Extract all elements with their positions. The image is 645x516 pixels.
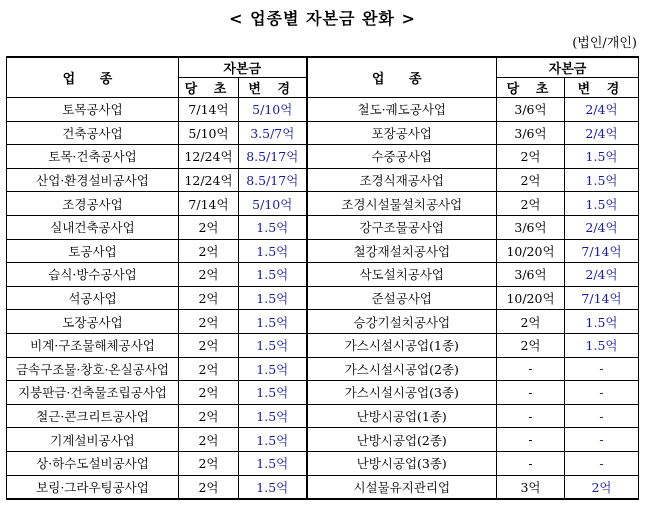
industry-header-right: 업 종	[307, 57, 497, 98]
capital-after-right: 2/4억	[565, 98, 639, 122]
industry-name-right: 수중공사업	[307, 145, 497, 169]
capital-before-right: -	[497, 428, 565, 452]
capital-before-right: 2억	[497, 168, 565, 192]
table-row	[7, 121, 639, 145]
before-header-left: 당 초	[179, 78, 239, 98]
capital-before-right: -	[497, 451, 565, 475]
industry-name-left: 석공사업	[7, 286, 179, 310]
capital-before-left: 5/10억	[179, 121, 239, 145]
capital-before-right: -	[497, 404, 565, 428]
industry-name-left: 실내건축공사업	[7, 215, 179, 239]
capital-after-right: 2/4억	[565, 215, 639, 239]
industry-name-left: 보링·그라우팅공사업	[7, 475, 179, 499]
industry-name-left: 비계·구조물해체공사업	[7, 333, 179, 357]
capital-after-left: 1.5억	[239, 310, 307, 334]
capital-before-right: 3/6억	[497, 263, 565, 287]
table-row	[7, 404, 639, 428]
industry-name-right: 철강재설치공사업	[307, 239, 497, 263]
after-header-right: 변 경	[565, 78, 639, 98]
capital-after-right: -	[565, 381, 639, 405]
industry-name-left: 산업·환경설비공사업	[7, 168, 179, 192]
capital-before-left: 2억	[179, 428, 239, 452]
capital-after-right: -	[565, 404, 639, 428]
capital-before-right: 10/20억	[497, 286, 565, 310]
industry-name-right: 승강기설치공사업	[307, 310, 497, 334]
industry-name-right: 시설물유지관리업	[307, 475, 497, 499]
industry-header-left: 업 종	[7, 57, 179, 98]
table-row	[7, 310, 639, 334]
capital-after-left: 1.5억	[239, 215, 307, 239]
industry-name-right: 삭도설치공사업	[307, 263, 497, 287]
table-row	[7, 333, 639, 357]
table-row	[7, 145, 639, 169]
table-row	[7, 451, 639, 475]
industry-name-right: 난방시공업(3종)	[307, 451, 497, 475]
capital-after-right: 1.5억	[565, 333, 639, 357]
capital-after-right: 1.5억	[565, 145, 639, 169]
industry-name-right: 가스시설시공업(3종)	[307, 381, 497, 405]
capital-before-left: 2억	[179, 381, 239, 405]
industry-name-right: 철도·궤도공사업	[307, 98, 497, 122]
after-header-left: 변 경	[239, 78, 307, 98]
before-header-right: 당 초	[497, 78, 565, 98]
capital-before-right: 3/6억	[497, 215, 565, 239]
capital-after-right: 1.5억	[565, 192, 639, 216]
industry-name-left: 기계설비공사업	[7, 428, 179, 452]
industry-name-left: 조경공사업	[7, 192, 179, 216]
page-title: < 업종별 자본금 완화 >	[229, 9, 416, 28]
industry-name-right: 강구조물공사업	[307, 215, 497, 239]
capital-before-left: 12/24억	[179, 145, 239, 169]
capital-before-left: 7/14억	[179, 192, 239, 216]
industry-name-left: 철근·콘크리트공사업	[7, 404, 179, 428]
industry-name-left: 도장공사업	[7, 310, 179, 334]
capital-after-left: 1.5억	[239, 381, 307, 405]
table-row	[7, 239, 639, 263]
industry-name-right: 조경시설물설치공사업	[307, 192, 497, 216]
table-row	[7, 357, 639, 381]
industry-name-left: 습식·방수공사업	[7, 263, 179, 287]
table-body	[7, 98, 639, 500]
industry-name-right: 난방시공업(1종)	[307, 404, 497, 428]
capital-before-right: 3/6억	[497, 98, 565, 122]
capital-before-left: 2억	[179, 215, 239, 239]
industry-name-left: 건축공사업	[7, 121, 179, 145]
unit-note: (법인/개인)	[572, 36, 637, 51]
capital-before-left: 2억	[179, 451, 239, 475]
capital-after-right: -	[565, 451, 639, 475]
capital-after-left: 8.5/17억	[239, 145, 307, 169]
capital-after-left: 1.5억	[239, 239, 307, 263]
industry-name-right: 조경식재공사업	[307, 168, 497, 192]
capital-before-left: 2억	[179, 475, 239, 499]
table-row	[7, 381, 639, 405]
table-row	[7, 168, 639, 192]
capital-before-left: 2억	[179, 357, 239, 381]
capital-before-right: 2억	[497, 145, 565, 169]
capital-after-left: 1.5억	[239, 475, 307, 499]
capital-table	[6, 56, 639, 500]
capital-before-right: 2억	[497, 333, 565, 357]
table-row	[7, 475, 639, 499]
header-row	[7, 57, 639, 78]
capital-before-left: 2억	[179, 333, 239, 357]
capital-after-right: 1.5억	[565, 310, 639, 334]
capital-after-right: 7/14억	[565, 239, 639, 263]
capital-after-right: 2억	[565, 475, 639, 499]
industry-name-left: 금속구조물·창호·온실공사업	[7, 357, 179, 381]
capital-after-left: 1.5억	[239, 357, 307, 381]
industry-name-right: 가스시설시공업(1종)	[307, 333, 497, 357]
capital-before-left: 2억	[179, 310, 239, 334]
capital-before-right: 2억	[497, 310, 565, 334]
capital-after-left: 5/10억	[239, 98, 307, 122]
table-row	[7, 192, 639, 216]
capital-after-right: -	[565, 357, 639, 381]
capital-after-left: 1.5억	[239, 451, 307, 475]
capital-before-left: 2억	[179, 239, 239, 263]
table-row	[7, 263, 639, 287]
capital-after-left: 1.5억	[239, 404, 307, 428]
industry-name-right: 난방시공업(2종)	[307, 428, 497, 452]
table-row	[7, 428, 639, 452]
industry-name-left: 지붕판금·건축물조립공사업	[7, 381, 179, 405]
capital-after-right: 1.5억	[565, 168, 639, 192]
capital-before-right: 10/20억	[497, 239, 565, 263]
capital-before-left: 7/14억	[179, 98, 239, 122]
industry-name-right: 준설공사업	[307, 286, 497, 310]
capital-before-left: 2억	[179, 286, 239, 310]
capital-after-left: 1.5억	[239, 333, 307, 357]
table-row	[7, 286, 639, 310]
industry-name-left: 토공사업	[7, 239, 179, 263]
capital-before-left: 2억	[179, 404, 239, 428]
industry-name-right: 포장공사업	[307, 121, 497, 145]
capital-before-left: 12/24억	[179, 168, 239, 192]
capital-before-right: -	[497, 381, 565, 405]
capital-after-left: 1.5억	[239, 263, 307, 287]
capital-before-right: 3/6억	[497, 121, 565, 145]
capital-after-left: 1.5억	[239, 428, 307, 452]
capital-after-left: 1.5억	[239, 286, 307, 310]
industry-name-left: 토목·건축공사업	[7, 145, 179, 169]
table-row	[7, 98, 639, 122]
industry-name-left: 토목공사업	[7, 98, 179, 122]
capital-before-right: 2억	[497, 192, 565, 216]
table-row	[7, 215, 639, 239]
capital-header-left: 자본금	[179, 57, 307, 78]
capital-before-left: 2억	[179, 263, 239, 287]
capital-before-right: -	[497, 357, 565, 381]
capital-after-left: 8.5/17억	[239, 168, 307, 192]
capital-after-right: 2/4억	[565, 263, 639, 287]
capital-header-right: 자본금	[497, 57, 639, 78]
industry-name-left: 상·하수도설비공사업	[7, 451, 179, 475]
capital-after-right: 7/14억	[565, 286, 639, 310]
capital-after-right: 2/4억	[565, 121, 639, 145]
capital-before-right: 3억	[497, 475, 565, 499]
capital-after-left: 3.5/7억	[239, 121, 307, 145]
capital-after-right: -	[565, 428, 639, 452]
capital-after-left: 5/10억	[239, 192, 307, 216]
industry-name-right: 가스시설시공업(2종)	[307, 357, 497, 381]
